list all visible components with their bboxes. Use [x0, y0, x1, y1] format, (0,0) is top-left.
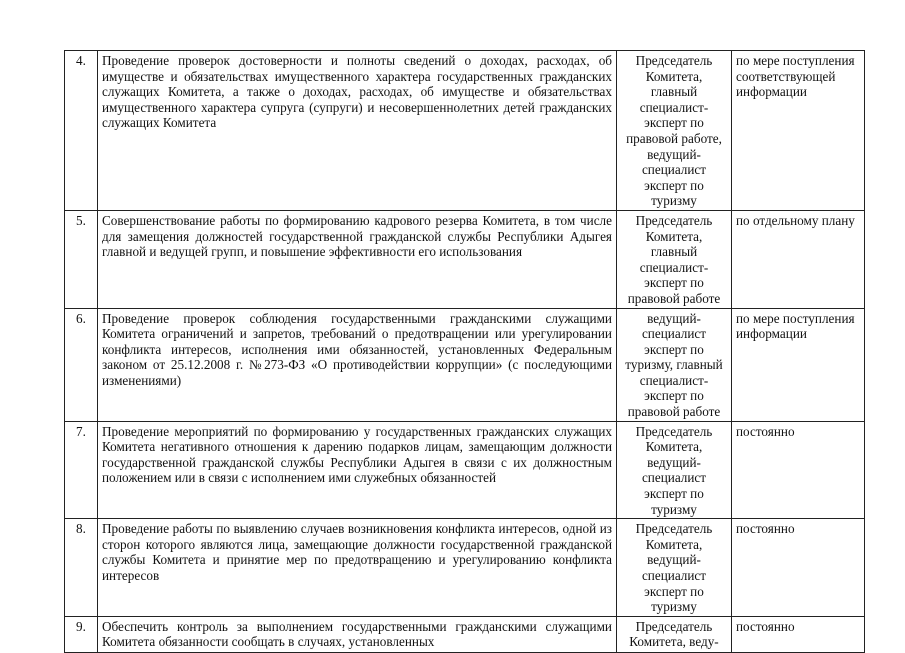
- responsible-cell: Председатель Комитета, главный специалист-эксперт по правовой работе: [617, 210, 732, 308]
- deadline-cell: постоянно: [732, 519, 865, 617]
- table-row: [65, 616, 865, 652]
- action-text: Обеспечить контроль за выполнением государственными гражданскими служащими Комитета обязанности сообщать в случаях, установленных: [102, 618, 612, 650]
- responsible-cell: Председатель Комитета, ведущий-специалист эксперт по туризму: [617, 421, 732, 519]
- action-cell: Проведение мероприятий по формированию у государственных гражданских служащих Комитета негативного отношения к дарению подарков лицам, замещающим должности государственной гражданской службы Республики Адыгея в связи с их должностным положением или в связи с исполнением ими служебных обязанностей: [98, 421, 617, 519]
- table-row: [65, 308, 865, 421]
- action-cell: Проведение проверок достоверности и полноты сведений о доходах, расходах, об имуществе и обязательствах имущественного характера государственных гражданских служащих Комитета, а также о доходах, расходах, об имуществе и обязательствах имущественного характера супруга (супруги) и несовершеннолетних детей гражданских служащих Комитета: [98, 51, 617, 211]
- deadline-cell: по мере поступления информации: [732, 308, 865, 421]
- row-number: 6.: [65, 308, 98, 421]
- responsible-text: Председатель Комитета, веду-: [629, 618, 719, 650]
- action-cell: [98, 616, 617, 652]
- table-row: [65, 421, 865, 519]
- anti-corruption-plan-table: [64, 50, 865, 653]
- table-row: [65, 519, 865, 617]
- action-cell: Проведение проверок соблюдения государственными гражданскими служащими Комитета ограничений и запретов, требований о предотвращении или урегулировании конфликта интересов, исполнения ими обязанностей, установленных Федеральным законом от 25.12.2008 г. №273-ФЗ «О противодействии коррупции» (с последующими изменениями): [98, 308, 617, 421]
- row-number: 5.: [65, 210, 98, 308]
- row-number: 9.: [65, 616, 98, 652]
- row-number: 4.: [65, 51, 98, 211]
- table-row: [65, 210, 865, 308]
- responsible-cell: Председатель Комитета, главный специалист-эксперт по правовой работе, ведущий-специалист эксперт по туризму: [617, 51, 732, 211]
- deadline-cell: по мере поступления соответствующей информации: [732, 51, 865, 211]
- responsible-cell: Председатель Комитета, ведущий-специалист эксперт по туризму: [617, 519, 732, 617]
- deadline-cell: постоянно: [732, 616, 865, 652]
- action-cell: Проведение работы по выявлению случаев возникновения конфликта интересов, одной из сторон которого являются лица, замещающие должности государственной гражданской службы Комитета и принятие мер по предотвращению и урегулированию конфликта интересов: [98, 519, 617, 617]
- responsible-cell: ведущий-специалист эксперт по туризму, главный специалист-эксперт по правовой работе: [617, 308, 732, 421]
- row-number: 7.: [65, 421, 98, 519]
- deadline-cell: по отдельному плану: [732, 210, 865, 308]
- action-cell: Совершенствование работы по формированию кадрового резерва Комитета, в том числе для замещения должностей государственной гражданской службы Республики Адыгея главной и ведущей групп, и повышение эффективности его использования: [98, 210, 617, 308]
- row-number: 8.: [65, 519, 98, 617]
- deadline-cell: постоянно: [732, 421, 865, 519]
- responsible-cell: [617, 616, 732, 652]
- table-row: [65, 51, 865, 211]
